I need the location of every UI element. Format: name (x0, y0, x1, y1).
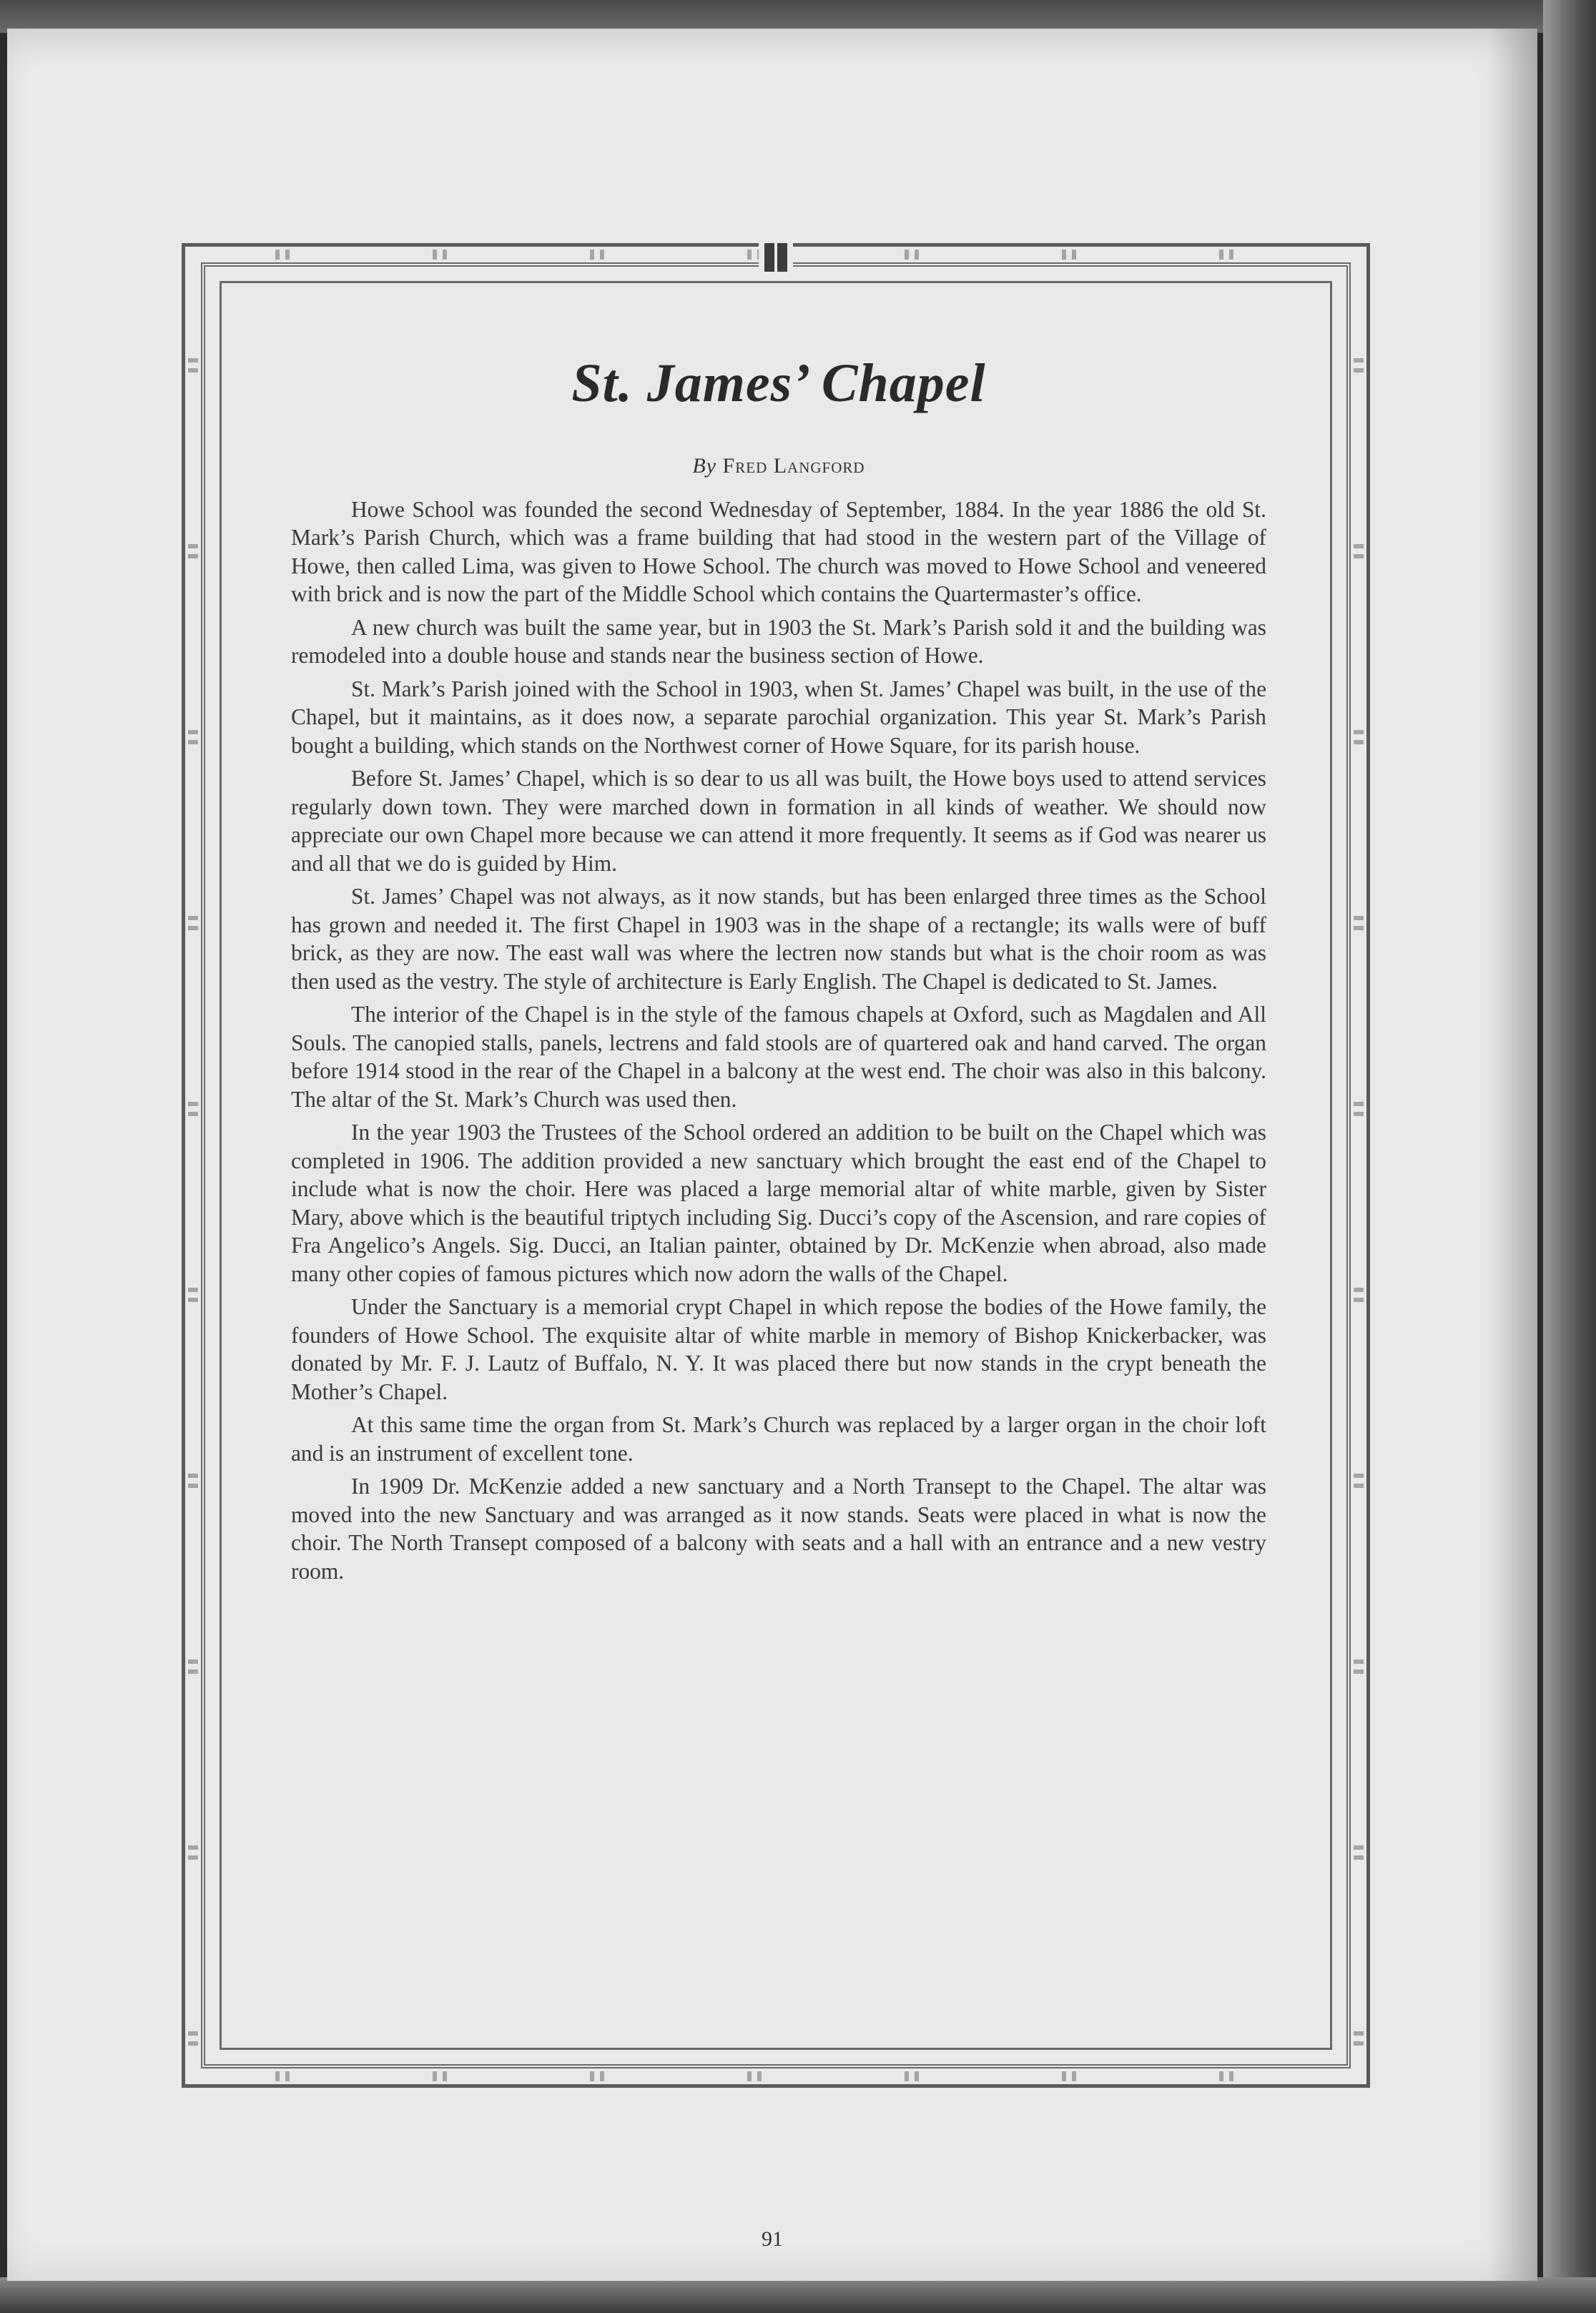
border-ornament-bottom (189, 2071, 1362, 2081)
document-page (7, 29, 1537, 2281)
byline (291, 454, 1266, 478)
ornamental-border (182, 243, 1370, 2088)
article-title: St. James’ Chapel (571, 353, 986, 413)
article-body (291, 495, 1266, 1586)
paragraph: Howe School was founded the second Wednesday of September, 1884. In the year 1886 the old St. Mark’s Parish Church, which was a frame building that had stood in the western part of the Village of Howe, then called Lima, was given to Howe School. The church was moved to Howe School and veneered with brick and is now the part of the Middle School which contains the Quartermaster’s office. (291, 496, 1266, 607)
paragraph: St. James’ Chapel was not always, as it now stands, but has been enlarged three times as the School has grown and needed it. The first Chapel in 1903 was in the shape of a rectangle; its walls were of buff brick, as they are now. The east wall was where the lectren now stands but what is the choir room as was then used as the vestry. The style of architecture is Early English. The Chapel is dedicated to St. James. (291, 884, 1266, 994)
article (291, 354, 1266, 1590)
scan-edge-right (1543, 0, 1596, 2313)
author-name: Fred Langford (722, 453, 865, 478)
paragraph: In 1909 Dr. McKenzie added a new sanctuary and a North Transept to the Chapel. The altar was moved into the new Sanctuary and was arranged as it now stands. Seats were placed in what is now the choir. The North Transept composed of a balcony with seats and a hall with an entrance and a new vestry room. (291, 1474, 1266, 1584)
page-gutter-shadow (1487, 29, 1537, 2281)
page-number: 91 (762, 2227, 783, 2251)
border-center-ornament-icon (759, 241, 793, 274)
paragraph: In the year 1903 the Trustees of the School ordered an addition to be built on the Chapel which was completed in 1906. The addition provided a new sanctuary which brought the east end of the Chapel to include what is now the choir. Here was placed a large memorial altar of white marble, given by Sister Mary, above which is the beautiful triptych including Sig. Ducci’s copy of the Ascension, and rare copies of Fra Angelico’s Angels. Sig. Ducci, an Italian painter, obtained by Dr. McKenzie when abroad, also made many other copies of famous pictures which now adorn the walls of the Chapel. (291, 1120, 1266, 1286)
paragraph: Under the Sanctuary is a memorial crypt Chapel in which repose the bodies of the Howe family, the founders of Howe School. The exquisite altar of white marble in memory of Bishop Knickerbacker, was donated by Mr. F. J. Lautz of Buffalo, N. Y. It was placed there but now stands in the crypt beneath the Mother’s Chapel. (291, 1294, 1266, 1404)
paragraph: At this same time the organ from St. Mark’s Church was replaced by a larger organ in the choir loft and is an instrument of excellent tone. (291, 1412, 1266, 1466)
border-ornament-left (188, 251, 198, 2080)
paragraph: St. Mark’s Parish joined with the School in 1903, when St. James’ Chapel was built, in the use of the Chapel, but it maintains, as it does now, a separate parochial organization. This year St. Mark’s Parish bought a building, which stands on the Northwest corner of Howe Square, for its parish house. (291, 676, 1266, 758)
paragraph: The interior of the Chapel is in the style of the famous chapels at Oxford, such as Magdalen and All Souls. The canopied stalls, panels, lectrens and fald stools are of quartered oak and hand carved. The organ before 1914 stood in the rear of the Chapel in a balcony at the west end. The choir was also in this balcony. The altar of the St. Mark’s Church was used then. (291, 1002, 1266, 1112)
byline-prefix: By (692, 453, 717, 478)
paragraph: Before St. James’ Chapel, which is so dear to us all was built, the Howe boys used to attend services regularly down town. They were marched down in formation in all kinds of weather. We should now appreciate our own Chapel more because we can attend it more frequently. It seems as if God was nearer us and all that we do is guided by Him. (291, 766, 1266, 876)
scan-edge-bottom (0, 2277, 1596, 2313)
paragraph: A new church was built the same year, but in 1903 the St. Mark’s Parish sold it and the building was remodeled into a double house and stands near the business section of Howe. (291, 614, 1266, 669)
border-ornament-right (1354, 251, 1364, 2080)
